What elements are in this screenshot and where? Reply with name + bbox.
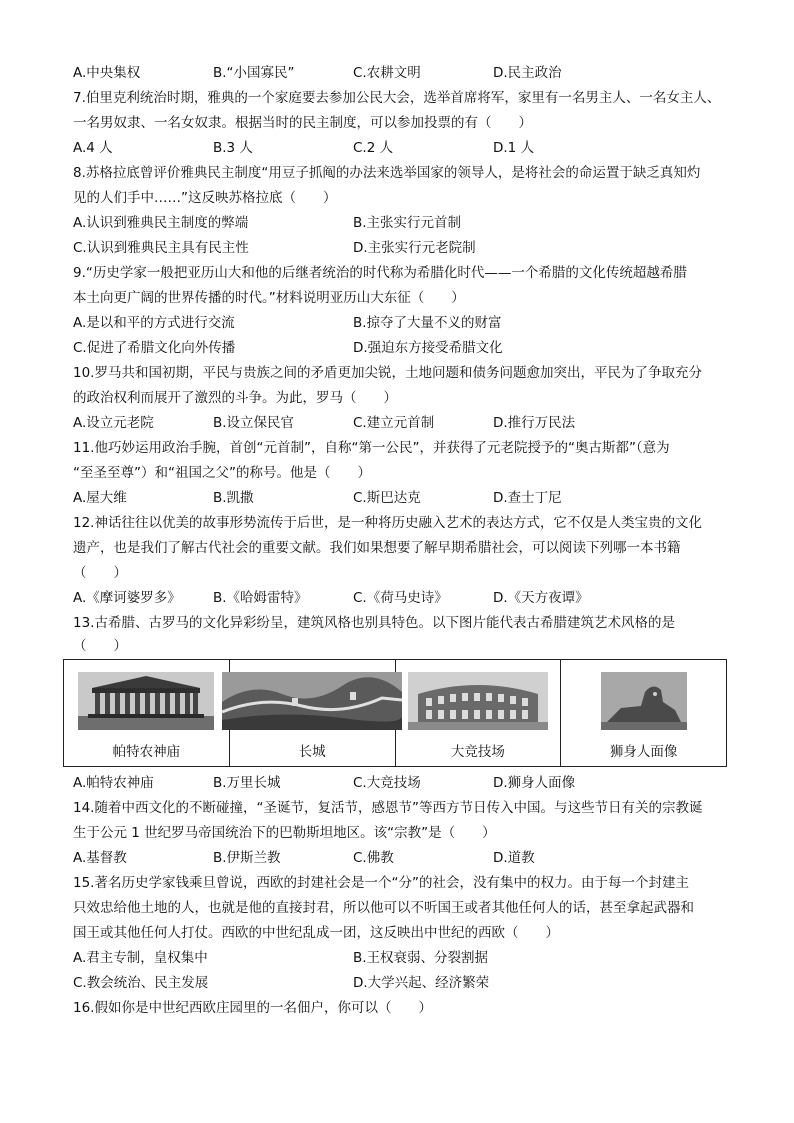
q11-stem-line1: 11.他巧妙运用政治手腕，首创“元首制”，自称“第一公民”，并获得了元老院授予的“奥古斯都”（意为 (73, 440, 670, 456)
q11-stem-line2: “至圣至尊”）和“祖国之父”的称号。他是（ ） (73, 465, 371, 481)
q13-stem-line1: 13.古希腊、古罗马的文化异彩纷呈，建筑风格也别具特色。以下图片能代表古希腊建筑艺术风格的是 (73, 615, 675, 631)
q9-stem-line1: 9.“历史学家一般把亚历山大和他的后继者统治的时代称为希腊化时代——一个希腊的文化传统超越希腊 (73, 265, 687, 281)
q13-option-a: A.帕特农神庙 (73, 775, 154, 791)
q16-stem-line1: 16.假如你是中世纪西欧庄园里的一名佃户，你可以（ ） (73, 1000, 432, 1016)
q12-option-d: D.《天方夜谭》 (493, 590, 589, 606)
parthenon-image (78, 672, 214, 730)
q7-option-c: C.2 人 (353, 140, 394, 156)
figure-cell-sphinx (561, 660, 726, 766)
figure-caption-parthenon: 帕特农神庙 (112, 744, 181, 760)
figure-caption-sphinx: 狮身人面像 (609, 744, 678, 760)
q14-stem-line2: 生于公元 1 世纪罗马帝国统治下的巴勒斯坦地区。该“宗教”是（ ） (73, 825, 496, 841)
q14-option-a: A.基督教 (73, 850, 127, 866)
q10-option-d: D.推行万民法 (493, 415, 576, 431)
q10-option-c: C.建立元首制 (353, 415, 435, 431)
figure-cell-colosseum (396, 660, 562, 766)
q15-stem-line2: 只效忠给他土地的人，也就是他的直接封君，所以他可以不听国王或者其他任何人的话，甚至拿起武器和 (73, 900, 694, 916)
great-wall-image (222, 672, 402, 730)
q10-option-b: B.设立保民官 (213, 415, 295, 431)
figure-cell-great-wall (230, 660, 396, 766)
q15-option-a: A.君主专制，皇权集中 (73, 950, 208, 966)
q6-option-c: C.农耕文明 (353, 65, 421, 81)
q15-option-c: C.教会统治、民主发展 (73, 975, 209, 991)
q10-stem-line1: 10.罗马共和国初期，平民与贵族之间的矛盾更加尖锐，土地问题和债务问题愈加突出，平民为了争取充分 (73, 365, 702, 381)
q8-stem-line1: 8.苏格拉底曾评价雅典民主制度“用豆子抓阄的办法来选举国家的领导人，是将社会的命运置于缺乏真知灼 (73, 165, 701, 181)
q7-stem-line1: 7.伯里克利统治时期，雅典的一个家庭要去参加公民大会，选举首席将军，家里有一名男主人、一名女主人、 (73, 90, 721, 106)
q6-option-a: A.中央集权 (73, 65, 141, 81)
q13-option-c: C.大竞技场 (353, 775, 421, 791)
q11-option-c: C.斯巴达克 (353, 490, 421, 506)
q8-stem-line2: 见的人们手中……”这反映苏格拉底（ ） (73, 190, 337, 206)
q14-option-b: B.伊斯兰教 (213, 850, 281, 866)
figure-caption-colosseum: 大竞技场 (450, 744, 505, 760)
q12-option-a: A.《摩诃婆罗多》 (73, 590, 181, 606)
q11-option-b: B.凯撒 (213, 490, 254, 506)
q8-option-a: A.认识到雅典民主制度的弊端 (73, 215, 249, 231)
q6-option-d: D.民主政治 (493, 65, 562, 81)
q15-option-d: D.大学兴起、经济繁荣 (353, 975, 490, 991)
q8-option-b: B.主张实行元首制 (353, 215, 462, 231)
q12-stem-line3: （ ） (73, 565, 127, 581)
q9-option-a: A.是以和平的方式进行交流 (73, 315, 235, 331)
q13-stem-line2: （ ） (73, 638, 127, 654)
q8-option-c: C.认识到雅典民主具有民主性 (73, 240, 249, 256)
q7-option-d: D.1 人 (493, 140, 535, 156)
q9-stem-line2: 本土向更广阔的世界传播的时代。”材料说明亚历山大东征（ ） (73, 290, 465, 306)
colosseum-image (408, 672, 548, 730)
q7-option-b: B.3 人 (213, 140, 253, 156)
figure-cell-parthenon (64, 660, 230, 766)
q13-figure-table (63, 659, 727, 767)
q12-option-b: B.《哈姆雷特》 (213, 590, 308, 606)
figure-caption-great-wall: 长城 (298, 744, 326, 760)
q15-stem-line3: 国王或其他任何人打仗。西欧的中世纪乱成一团，这反映出中世纪的西欧（ ） (73, 925, 559, 941)
q14-option-d: D.道教 (493, 850, 535, 866)
q10-option-a: A.设立元老院 (73, 415, 154, 431)
sphinx-image (601, 672, 687, 730)
q7-stem-line2: 一名男奴隶、一名女奴隶。根据当时的民主制度，可以参加投票的有（ ） (73, 115, 532, 131)
q12-stem-line1: 12.神话往往以优美的故事形势流传于后世，是一种将历史融入艺术的表达方式，它不仅是人类宝贵的文化 (73, 515, 702, 531)
q15-stem-line1: 15.著名历史学家钱乘旦曾说，西欧的封建社会是一个“分”的社会，没有集中的权力。由于每一个封建主 (73, 875, 689, 891)
q14-stem-line1: 14.随着中西文化的不断碰撞，“圣诞节，复活节，感恩节”等西方节日传入中国。与这些节日有关的宗教诞 (73, 800, 703, 816)
q9-option-b: B.掠夺了大量不义的财富 (353, 315, 502, 331)
q14-option-c: C.佛教 (353, 850, 394, 866)
q12-stem-line2: 遗产，也是我们了解古代社会的重要文献。我们如果想要了解早期希腊社会，可以阅读下列哪一本书籍 (73, 540, 681, 556)
q9-option-d: D.强迫东方接受希腊文化 (353, 340, 503, 356)
q13-option-d: D.狮身人面像 (493, 775, 576, 791)
q12-option-c: C.《荷马史诗》 (353, 590, 448, 606)
q13-option-b: B.万里长城 (213, 775, 281, 791)
q11-option-d: D.查士丁尼 (493, 490, 562, 506)
q7-option-a: A.4 人 (73, 140, 113, 156)
q8-option-d: D.主张实行元老院制 (353, 240, 476, 256)
q9-option-c: C.促进了希腊文化向外传播 (73, 340, 236, 356)
q11-option-a: A.屋大维 (73, 490, 127, 506)
q10-stem-line2: 的政治权利而展开了激烈的斗争。为此，罗马（ ） (73, 390, 397, 406)
q6-option-b: B.“小国寡民” (213, 65, 295, 81)
q15-option-b: B.王权衰弱、分裂割据 (353, 950, 489, 966)
